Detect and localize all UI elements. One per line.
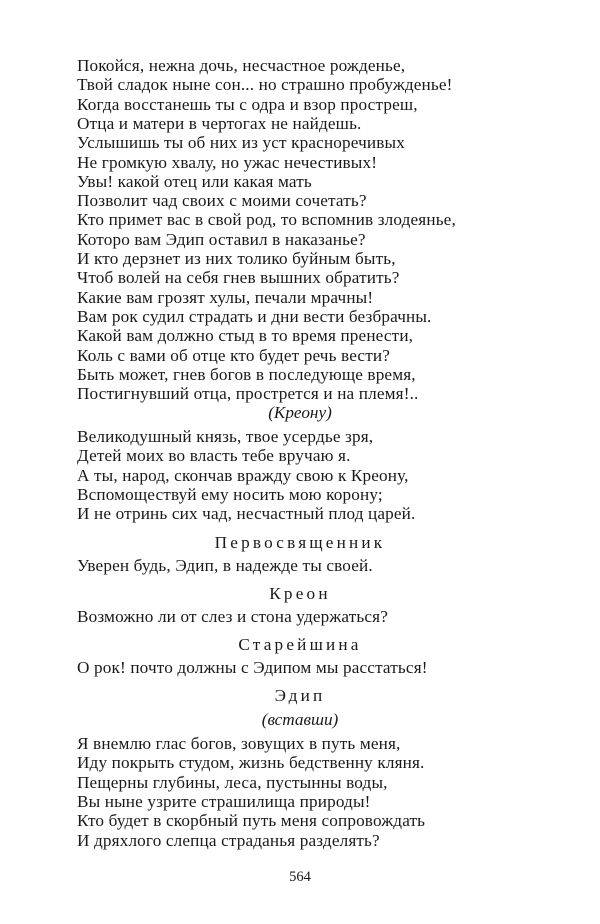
verse-line: Услышишь ты об них из уст красноречивых — [77, 133, 405, 153]
verse-line: О рок! почто должны с Эдипом мы расстаться! — [77, 658, 428, 677]
verse-line: Уверен будь, Эдип, в надежде ты своей. — [77, 556, 373, 575]
verse-line: Кто будет в скорбный путь меня сопровождать — [77, 811, 426, 831]
verse-line: Чтоб волей на себя гнев вышних обратить? — [77, 268, 400, 288]
verse-line: Вы ныне узрите страшилища природы! — [77, 791, 371, 811]
verse-line: Иду покрыть студом, жизнь бедственну кляня. — [77, 753, 425, 773]
speaker-oedipus: Эдип — [274, 686, 326, 705]
speaker-elder: Старейшина — [238, 635, 362, 654]
verse-line: Я внемлю глас богов, зовущих в путь меня, — [77, 734, 401, 753]
verse-line: Отца и матери в чертогах не найдешь. — [77, 113, 362, 133]
verse-line: Какие вам грозят хулы, печали мрачны! — [77, 287, 374, 307]
verse-line: Быть может, гнев богов в последующе время, — [77, 364, 416, 384]
verse-line: И кто дерзнет из них толико буйным быть, — [77, 249, 396, 268]
speaker-high-priest: Первосвященник — [214, 533, 386, 552]
verse-line: Вспомоществуй ему носить мою корону; — [77, 484, 383, 504]
verse-line: Позволит чад своих с моими сочетать? — [77, 191, 367, 211]
verse-line: Какой вам должно стыд в то время пренести, — [77, 326, 414, 346]
verse-line: И дряхлого слепца страданья разделять? — [77, 830, 380, 850]
verse-line: Увы! какой отец или какая мать — [77, 171, 312, 191]
verse-line: Великодушный князь, твое усердье зря, — [77, 427, 374, 446]
verse-line: Детей моих во власть тебе вручаю я. — [77, 446, 351, 466]
verse-line: Коль с вами об отце кто будет речь вести? — [77, 345, 390, 365]
verse-line: Вам рок судил страдать и дни вести безбрачны. — [77, 306, 432, 326]
verse-line: Не громкую хвалу, но ужас нечестивых! — [77, 152, 378, 172]
verse-line: А ты, народ, скончав вражду свою к Креону, — [77, 465, 409, 485]
verse-line: Твой сладок ныне сон... но страшно пробужденье! — [77, 75, 453, 95]
verse-line: Которо вам Эдип оставил в наказанье? — [77, 229, 366, 249]
speaker-creon: Креон — [269, 584, 331, 603]
verse-line: Кто примет вас в свой род, то вспомнив злодеянье, — [77, 210, 456, 230]
verse-line: Когда восстанешь ты с одра и взор простреш, — [77, 94, 418, 114]
verse-line: Пещерны глубины, леса, пустынны воды, — [77, 772, 388, 792]
page-number: 564 — [289, 869, 311, 885]
verse-line: И не отринь сих чад, несчастный плод царей. — [77, 504, 416, 524]
stage-direction-rising: (вставши) — [261, 710, 339, 729]
verse-line: Покойся, нежна дочь, несчастное рожденье, — [77, 56, 406, 75]
stage-direction-to-creon: (Креону) — [268, 403, 332, 422]
verse-line: Возможно ли от слез и стона удержаться? — [77, 607, 389, 626]
verse-line: Постигнувший отца, прострется и на племя!.. — [77, 384, 419, 404]
